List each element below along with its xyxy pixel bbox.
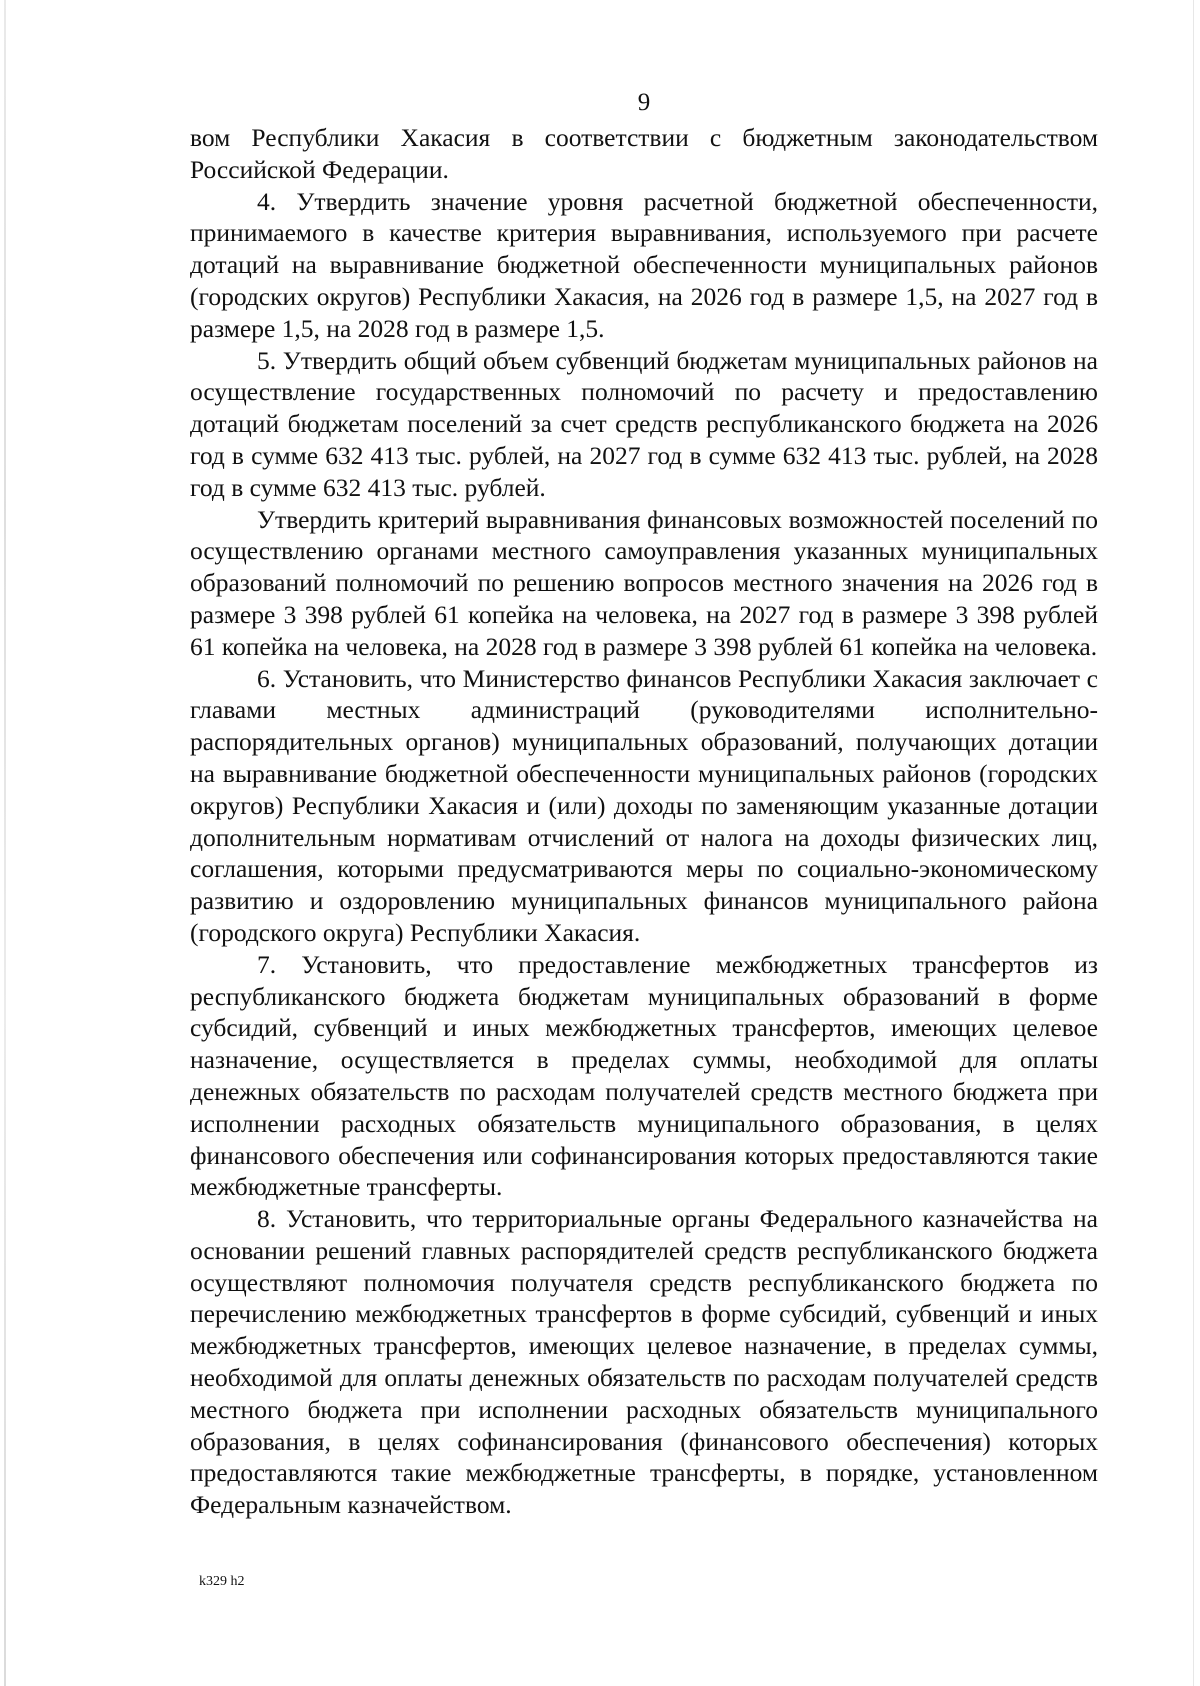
scan-edge-right [1193,0,1194,1686]
paragraph-item-5-criterion: Утвердить критерий выравнивания финансовых возможностей поселений по осуществлению органами местного самоуправления указанных муниципальных образований полномочий по решению вопросов местного значения на 2026 год в размере 3 398 рублей 61 копейка на человека, на 2027 год в размере 3 398 рублей 61 копейка на человека, на 2028 год в размере 3 398 рублей 61 копейка на человека. [190,504,1098,661]
paragraph-item-5: 5. Утвердить общий объем субвенций бюджетам муниципальных районов на осуществление государственных полномочий по расчету и предоставлению дотаций бюджетам поселений за счет средств республиканского бюджета на 2026 год в сумме 632 413 тыс. рублей, на 2027 год в сумме 632 413 тыс. рублей, на 2028 год в сумме 632 413 тыс. рублей. [190,345,1098,502]
paragraph-item-6: 6. Установить, что Министерство финансов Республики Хакасия заключает с главами местных администраций (руководителями исполнительно-распорядительных органов) муниципальных образований, получающих дотации на выравнивание бюджетной обеспеченности муниципальных районов (городских округов) Республики Хакасия и (или) доходы по заменяющим указанные дотации дополнительным нормативам отчислений от налога на доходы физических лиц, соглашения, которыми предусматриваются меры по социально-экономическому развитию и оздоровлению муниципальных финансов муниципального района (городского округа) Республики Хакасия. [190,663,1098,947]
paragraph-item-7: 7. Установить, что предоставление межбюджетных трансфертов из республиканского бюджета бюджетам муниципальных образований в форме субсидий, субвенций и иных межбюджетных трансфертов, имеющих целевое назначение, осуществляется в пределах суммы, необходимой для оплаты денежных обязательств по расходам получателей средств местного бюджета при исполнении расходных обязательств муниципального образования, в целях финансового обеспечения или софинансирования которых предоставляются такие межбюджетные трансферты. [190,949,1098,1202]
document-page [190,88,1098,1521]
footer-document-code: k329 h2 [199,1574,245,1589]
scan-edge-left [4,0,6,1686]
paragraph-item-8: 8. Установить, что территориальные органы Федерального казначейства на основании решений главных распорядителей средств республиканского бюджета осуществляют полномочия получателя средств республиканского бюджета по перечислению межбюджетных трансфертов в форме субсидий, субвенций и иных межбюджетных трансфертов, имеющих целевое назначение, в пределах суммы, необходимой для оплаты денежных обязательств по расходам получателей средств местного бюджета при исполнении расходных обязательств муниципального образования, в целях софинансирования (финансового обеспечения) которых предоставляются такие межбюджетные трансферты, в порядке, установленном Федеральным казначейством. [190,1204,1098,1520]
paragraph-item-4: 4. Утвердить значение уровня расчетной бюджетной обеспеченности, принимаемого в качестве критерия выравнивания, используемого при расчете дотаций на выравнивание бюджетной обеспеченности муниципальных районов (городских округов) Республики Хакасия, на 2026 год в размере 1,5, на 2027 год в размере 1,5, на 2028 год в размере 1,5. [190,186,1098,343]
page-number: 9 [637,89,651,116]
paragraph-continuation: вом Республики Хакасия в соответствии с бюджетным законодательством Российской Федерации. [190,123,1098,184]
